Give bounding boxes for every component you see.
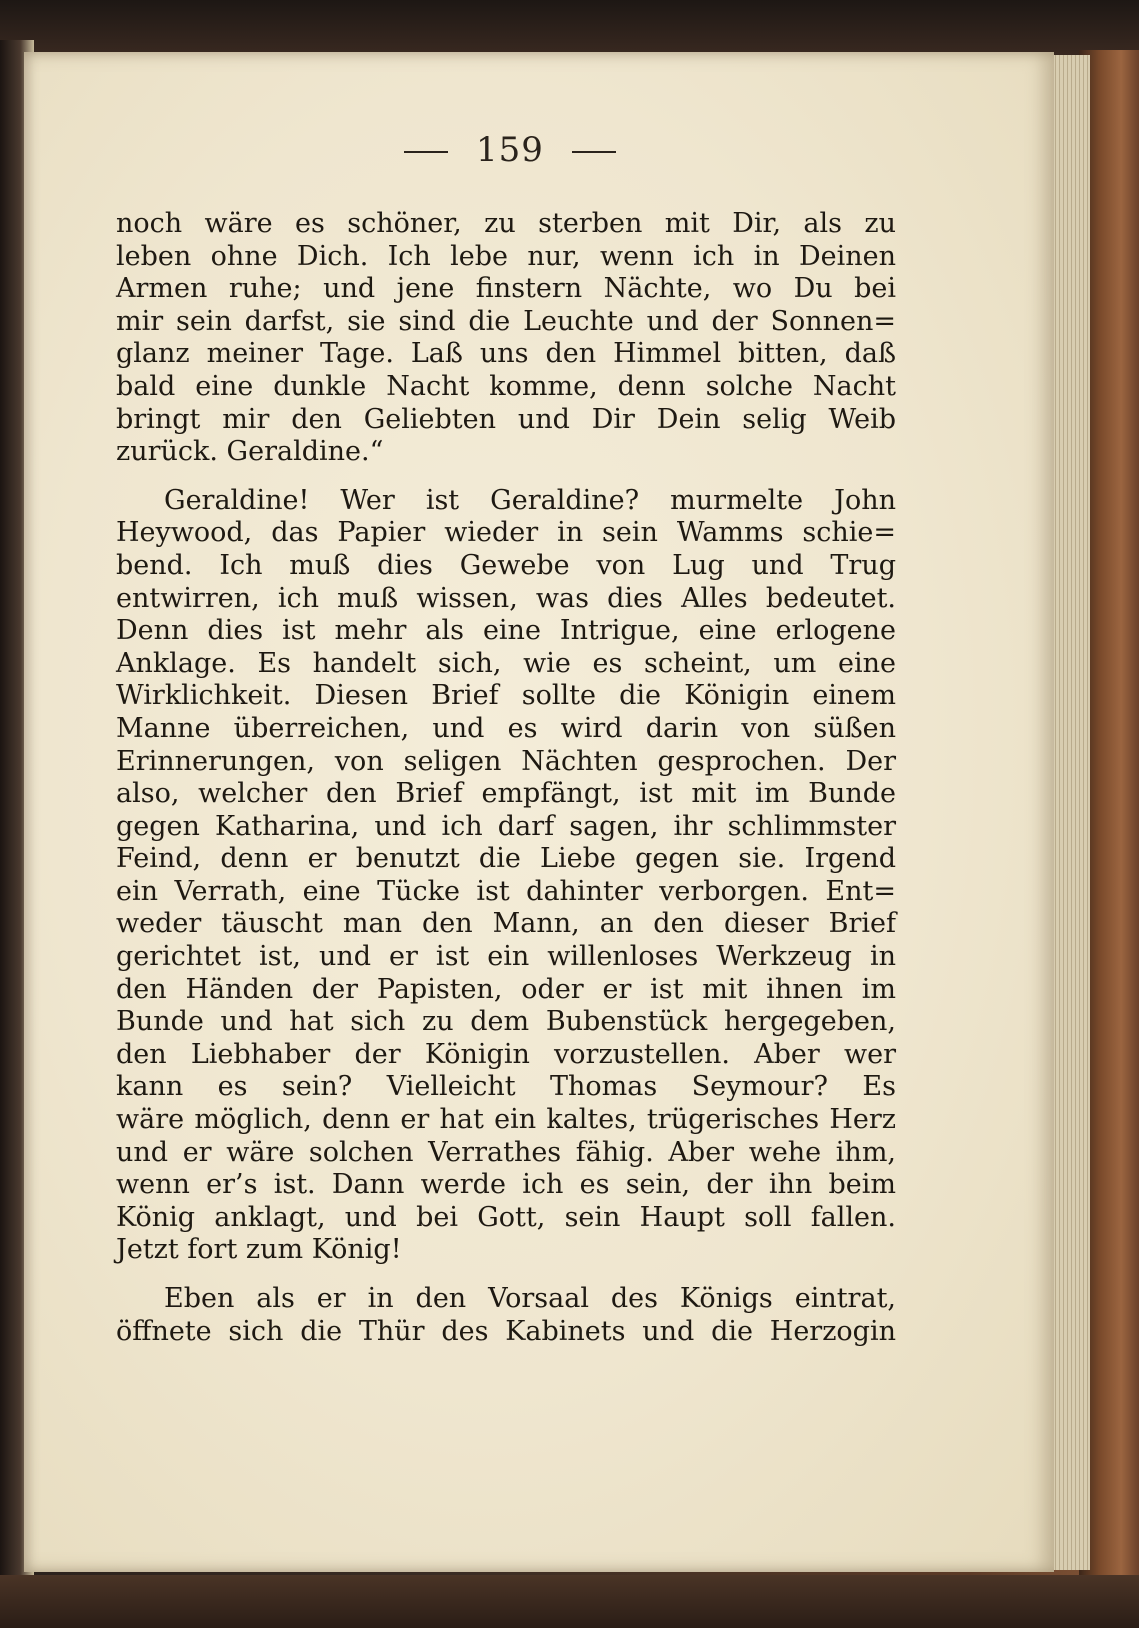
- body-text: [116, 208, 896, 1348]
- text-line: Anklage. Es handelt sich, wie es scheint, um eine: [116, 647, 896, 679]
- text-line: kann es sein? Vielleicht Thomas Seymour? Es: [116, 1071, 896, 1103]
- text-line: den Liebhaber der Königin vorzustellen. Aber wer: [116, 1038, 896, 1070]
- text-line: Armen ruhe; und jene finstern Nächte, wo Du bei: [116, 273, 896, 305]
- text-line: mir sein darfst, sie sind die Leuchte und der Sonnen=: [116, 305, 896, 337]
- text-line: Erinnerungen, von seligen Nächten gesprochen. Der: [116, 745, 896, 777]
- text-line: bald eine dunkle Nacht komme, denn solche Nacht: [116, 370, 896, 402]
- text-line: Eben als er in den Vorsaal des Königs eintrat,: [164, 1283, 896, 1314]
- cover-bottom-edge: [0, 1575, 1139, 1628]
- paragraph-gap: [116, 1267, 896, 1283]
- text-line: entwirren, ich muß wissen, was dies Alles bedeutet.: [116, 582, 896, 614]
- text-line: also, welcher den Brief empfängt, ist mit im Bunde: [116, 778, 896, 810]
- text-line: Geraldine! Wer ist Geraldine? murmelte John: [164, 484, 896, 516]
- text-line: gerichtet ist, und er ist ein willenloses Werkzeug in: [116, 941, 896, 973]
- text-line: bringt mir den Geliebten und Dir Dein selig Weib: [116, 403, 896, 435]
- text-line: wäre möglich, denn er hat ein kaltes, trügerisches Herz: [116, 1104, 896, 1136]
- text-line: noch wäre es schöner, zu sterben mit Dir, als zu: [116, 208, 896, 239]
- text-line: wenn er’s ist. Dann werde ich es sein, der ihn beim: [116, 1169, 896, 1201]
- header-dash-right: [572, 151, 616, 153]
- text-line: Jetzt fort zum König!: [116, 1234, 402, 1266]
- header-dash-left: [404, 151, 448, 153]
- page-header: [340, 130, 680, 180]
- paragraph-gap: [116, 469, 896, 485]
- text-line: Bunde und hat sich zu dem Bubenstück hergegeben,: [116, 1006, 896, 1038]
- text-line: leben ohne Dich. Ich lebe nur, wenn ich in Deinen: [116, 240, 896, 272]
- text-line: zurück. Geraldine.“: [116, 436, 384, 468]
- text-line: bend. Ich muß dies Gewebe von Lug und Trug: [116, 549, 896, 581]
- page-number: 159: [476, 130, 544, 170]
- cover-top-edge: [0, 0, 1139, 60]
- text-line: glanz meiner Tage. Laß uns den Himmel bitten, daß: [116, 338, 896, 370]
- text-line: Wirklichkeit. Diesen Brief sollte die Königin einem: [116, 680, 896, 712]
- text-line: Denn dies ist mehr als eine Intrigue, eine erlogene: [116, 615, 896, 647]
- text-line: ein Verrath, eine Tücke ist dahinter verborgen. Ent=: [116, 875, 896, 907]
- text-line: den Händen der Papisten, oder er ist mit ihnen im: [116, 973, 896, 1005]
- text-line: Manne überreichen, und es wird darin von süßen: [116, 712, 896, 744]
- text-line: öffnete sich die Thür des Kabinets und die Herzogin: [116, 1315, 896, 1347]
- text-line: und er wäre solchen Verrathes fähig. Aber wehe ihm,: [116, 1136, 896, 1168]
- text-line: Feind, denn er benutzt die Liebe gegen sie. Irgend: [116, 843, 896, 875]
- text-line: gegen Katharina, und ich darf sagen, ihr schlimmster: [116, 810, 896, 842]
- text-line: König anklagt, und bei Gott, sein Haupt soll fallen.: [116, 1201, 896, 1233]
- text-line: weder täuscht man den Mann, an den dieser Brief: [116, 908, 896, 940]
- text-line: Heywood, das Papier wieder in sein Wamms schie=: [116, 517, 896, 549]
